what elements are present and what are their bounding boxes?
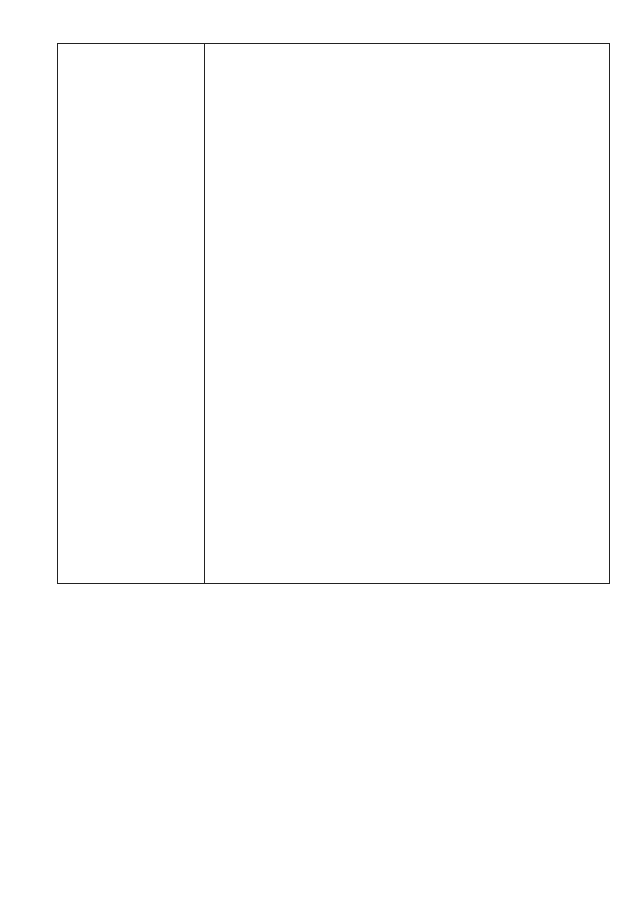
table-column-divider [204,44,205,583]
indicators-table-continuation [57,43,610,584]
